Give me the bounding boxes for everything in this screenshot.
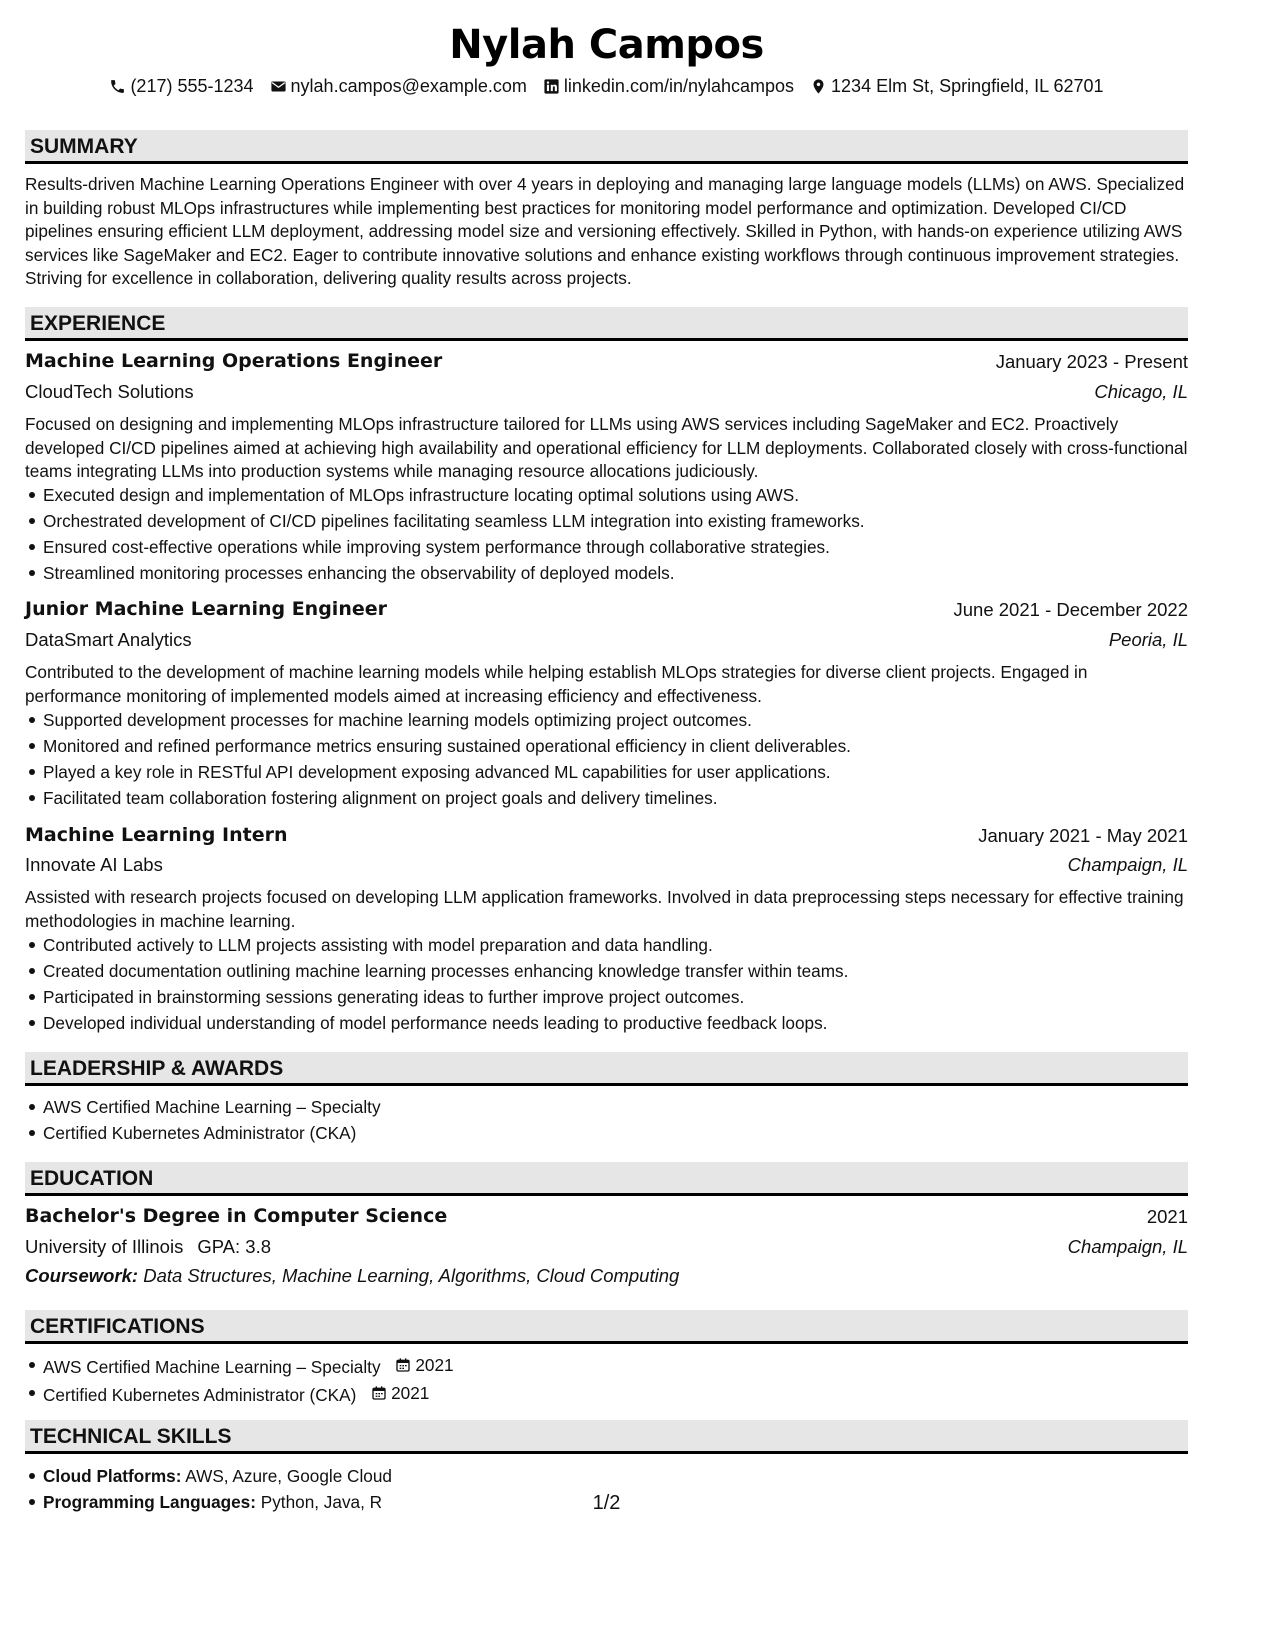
list-item: Monitored and refined performance metrics ensuring sustained operational efficiency in client deliverables. — [43, 733, 1188, 759]
job-bullets — [25, 932, 1188, 1036]
section-header-summary — [25, 130, 1188, 164]
contact-bar — [25, 76, 1188, 97]
section-title: EXPERIENCE — [30, 312, 166, 335]
job-location: Peoria, IL — [1108, 629, 1188, 650]
section-title: TECHNICAL SKILLS — [30, 1425, 232, 1448]
skill-value: Python, Java, R — [260, 1492, 383, 1512]
list-item — [43, 1352, 1188, 1380]
school-line — [25, 1236, 271, 1258]
contact-phone — [109, 76, 253, 97]
coursework-list: Data Structures, Machine Learning, Algorithms, Cloud Computing — [143, 1265, 680, 1286]
page-number: 1/2 — [592, 1492, 621, 1514]
contact-email[interactable] — [270, 76, 527, 97]
address-text: 1234 Elm St, Springfield, IL 62701 — [831, 76, 1104, 96]
cert-date — [395, 1352, 453, 1378]
contact-address — [810, 76, 1104, 97]
job-title: Junior Machine Learning Engineer — [25, 598, 387, 620]
section-title: LEADERSHIP & AWARDS — [30, 1057, 284, 1080]
job-dates: June 2021 - December 2022 — [953, 599, 1188, 620]
list-item: Developed individual understanding of model performance needs leading to productive feedback loops. — [43, 1010, 1188, 1036]
job-title: Machine Learning Intern — [25, 824, 288, 846]
section-header-education — [25, 1162, 1188, 1196]
list-item: Ensured cost-effective operations while improving system performance through collaborative strategies. — [43, 534, 1188, 560]
cert-year: 2021 — [415, 1355, 454, 1375]
list-item: Supported development processes for machine learning models optimizing project outcomes. — [43, 707, 1188, 733]
summary-text: Results-driven Machine Learning Operations Engineer with over 4 years in deploying and managing large language models (LLMs) on AWS. Specialized in building robust MLOps infrastructures while implementing best practices for monitoring model performance and optimization. Developed CI/CD pipelines ensuring efficient LLM deployment, addressing model size and versioning effectively. Skilled in Python, with hands-on experience utilizing AWS services like SageMaker and EC2. Eager to contribute innovative solutions and enhance existing workflows through continuous improvement strategies. Striving for excellence in collaboration, delivering quality results across projects. — [25, 174, 1185, 289]
map-pin-icon — [810, 78, 827, 95]
list-item: AWS Certified Machine Learning – Specialty — [43, 1094, 1188, 1120]
degree-title: Bachelor's Degree in Computer Science — [25, 1205, 448, 1227]
job-description: Assisted with research projects focused on developing LLM application frameworks. Involved in data preprocessing steps necessary for effective training methodologies in machine learning. — [25, 887, 1184, 931]
list-item: Contributed actively to LLM projects assisting with model preparation and data handling. — [43, 932, 1188, 958]
job-bullets — [25, 482, 1188, 586]
section-title: SUMMARY — [30, 135, 138, 158]
job-bullets — [25, 707, 1188, 811]
skill-label: Cloud Platforms: — [43, 1466, 182, 1486]
school-location: Champaign, IL — [1067, 1236, 1188, 1257]
list-item: Played a key role in RESTful API development exposing advanced ML capabilities for user applications. — [43, 759, 1188, 785]
section-title: EDUCATION — [30, 1167, 154, 1190]
skill-label: Programming Languages: — [43, 1492, 256, 1512]
cert-name: Certified Kubernetes Administrator (CKA) — [43, 1385, 357, 1405]
resume-page — [25, 0, 1188, 1650]
cert-year: 2021 — [391, 1383, 430, 1403]
list-item: Created documentation outlining machine learning processes enhancing knowledge transfer within teams. — [43, 958, 1188, 984]
job-description: Focused on designing and implementing MLOps infrastructure tailored for LLMs using AWS services including SageMaker and EC2. Proactively developed CI/CD pipelines aimed at achieving high availability and operational efficiency for LLM deployments. Collaborated closely with cross-functional teams integrating LLMs into production systems while managing resource allocations judiciously. — [25, 414, 1188, 482]
job-title: Machine Learning Operations Engineer — [25, 350, 443, 372]
job-location: Chicago, IL — [1094, 381, 1188, 402]
job-location: Champaign, IL — [1067, 854, 1188, 875]
section-title: CERTIFICATIONS — [30, 1315, 205, 1338]
section-header-certifications — [25, 1310, 1188, 1344]
calendar-icon — [395, 1357, 411, 1373]
section-header-experience — [25, 307, 1188, 341]
job-dates: January 2021 - May 2021 — [978, 825, 1188, 846]
cert-date — [371, 1380, 429, 1406]
linkedin-text[interactable]: linkedin.com/in/nylahcampos — [563, 76, 795, 96]
list-item — [43, 1380, 1188, 1408]
list-item: Executed design and implementation of MLOps infrastructure locating optimal solutions using AWS. — [43, 482, 1188, 508]
job-company: CloudTech Solutions — [25, 381, 194, 402]
linkedin-icon — [543, 78, 560, 95]
coursework — [25, 1265, 679, 1287]
section-header-skills — [25, 1420, 1188, 1454]
leadership-list — [25, 1094, 1188, 1146]
gpa: GPA: 3.8 — [197, 1236, 272, 1257]
envelope-icon — [270, 78, 287, 95]
list-item — [43, 1463, 1188, 1489]
contact-linkedin[interactable] — [543, 76, 794, 97]
school-name: University of Illinois — [25, 1236, 184, 1257]
cert-name: AWS Certified Machine Learning – Specialty — [43, 1357, 381, 1377]
phone-text: (217) 555-1234 — [130, 76, 254, 96]
job-company: DataSmart Analytics — [25, 629, 192, 650]
skill-value: AWS, Azure, Google Cloud — [185, 1466, 392, 1486]
coursework-label: Coursework: — [25, 1265, 139, 1286]
section-header-leadership — [25, 1052, 1188, 1086]
list-item: Streamlined monitoring processes enhancing the observability of deployed models. — [43, 560, 1188, 586]
list-item: Facilitated team collaboration fostering alignment on project goals and delivery timelines. — [43, 785, 1188, 811]
phone-icon — [109, 78, 126, 95]
graduation-year: 2021 — [1146, 1206, 1188, 1227]
list-item: Certified Kubernetes Administrator (CKA) — [43, 1120, 1188, 1146]
candidate-name: Nylah Campos — [449, 22, 764, 68]
job-description: Contributed to the development of machine learning models while helping establish MLOps strategies for diverse client projects. Engaged in performance monitoring of implemented models aimed at increasing efficiency and effectiveness. — [25, 662, 1088, 706]
job-company: Innovate AI Labs — [25, 854, 163, 875]
certifications-list — [25, 1352, 1188, 1408]
list-item: Participated in brainstorming sessions generating ideas to further improve project outcomes. — [43, 984, 1188, 1010]
job-dates: January 2023 - Present — [995, 351, 1188, 372]
email-text[interactable]: nylah.campos@example.com — [290, 76, 527, 96]
calendar-icon — [371, 1385, 387, 1401]
list-item: Orchestrated development of CI/CD pipelines facilitating seamless LLM integration into existing frameworks. — [43, 508, 1188, 534]
